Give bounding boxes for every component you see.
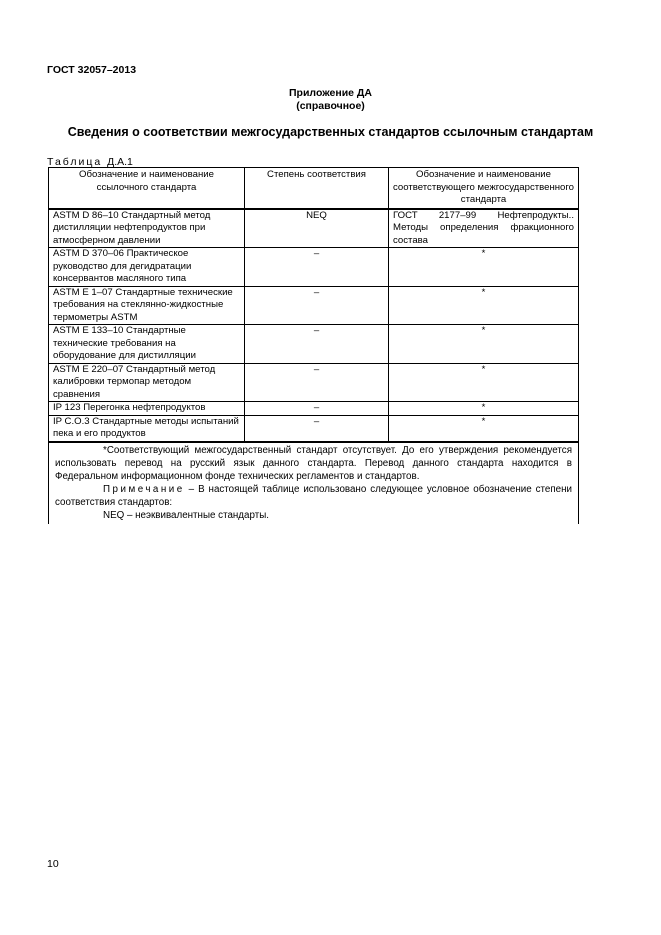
degree-cell: – (245, 325, 389, 364)
degree-cell: – (245, 402, 389, 416)
ref-standard-cell: ASTM D 370–06 Практическое руководство для дегидратации консервантов масляного типа (49, 248, 245, 287)
note-text: – В настоящей таблице использовано следующее условное обозначение степени соответствия стандартов: (55, 483, 572, 508)
ref-standard-cell: IP C.O.3 Стандартные методы испытаний пека и его продуктов (49, 415, 245, 442)
table-row (49, 209, 579, 248)
note-item: NEQ – неэквивалентные стандарты. (103, 509, 269, 521)
section-title: Сведения о соответствии межгосударственных стандартов ссылочным стандартам (67, 125, 594, 139)
ref-standard-cell: ASTM E 133–10 Стандартные технические требования на оборудование для дистилляции (49, 325, 245, 364)
appendix-subtitle: (справочное) (296, 100, 365, 112)
table-footnote-row (49, 442, 579, 524)
ref-standard-cell: ASTM D 86–10 Стандартный метод дистилляции нефтепродуктов при атмосферном давлении (49, 209, 245, 248)
table-footnote (49, 442, 579, 524)
table-row (49, 402, 579, 416)
ref-standard-cell: ASTM E 1–07 Стандартные технические требования на стеклянно-жидкостные термометры ASTM (49, 286, 245, 325)
degree-cell: – (245, 363, 389, 402)
column-header: Степень соответствия (245, 168, 389, 209)
interstate-standard-cell: * (389, 415, 579, 442)
degree-cell: NEQ (245, 209, 389, 248)
interstate-standard-cell: * (389, 248, 579, 287)
table-caption-number: Д.А.1 (107, 156, 133, 168)
interstate-standard-cell: * (389, 402, 579, 416)
footnote-text: *Соответствующий межгосударственный стандарт отсутствует. До его утверждения рекомендуется использовать перевод на русский язык данного стандарта. Перевод данного стандарта находится в Федеральном информационном фонде технических регламентов и стандартов. (55, 444, 572, 482)
note-label: Примечание (103, 483, 185, 495)
interstate-standard-cell: ГОСТ 2177–99 Нефтепродукты.. Методы определения фракционного состава (389, 209, 579, 248)
table-row (49, 363, 579, 402)
document-header: ГОСТ 32057–2013 (47, 64, 137, 76)
appendix-title: Приложение ДА (289, 87, 372, 99)
interstate-standard-cell: * (389, 325, 579, 364)
degree-cell: – (245, 248, 389, 287)
ref-standard-cell: IP 123 Перегонка нефтепродуктов (49, 402, 245, 416)
table-header-row (49, 168, 579, 209)
table-row (49, 415, 579, 442)
table-row (49, 248, 579, 287)
page-number: 10 (47, 858, 59, 870)
note-paragraph (55, 483, 572, 509)
correspondence-table (48, 167, 579, 524)
table-row (49, 286, 579, 325)
interstate-standard-cell: * (389, 286, 579, 325)
table-row (49, 325, 579, 364)
table-caption-word: Таблица (47, 156, 103, 168)
column-header: Обозначение и наименование ссылочного стандарта (49, 168, 245, 209)
interstate-standard-cell: * (389, 363, 579, 402)
degree-cell: – (245, 286, 389, 325)
ref-standard-cell: ASTM E 220–07 Стандартный метод калибровки термопар методом сравнения (49, 363, 245, 402)
column-header: Обозначение и наименование соответствующего межгосударственного стандарта (389, 168, 579, 209)
degree-cell: – (245, 415, 389, 442)
